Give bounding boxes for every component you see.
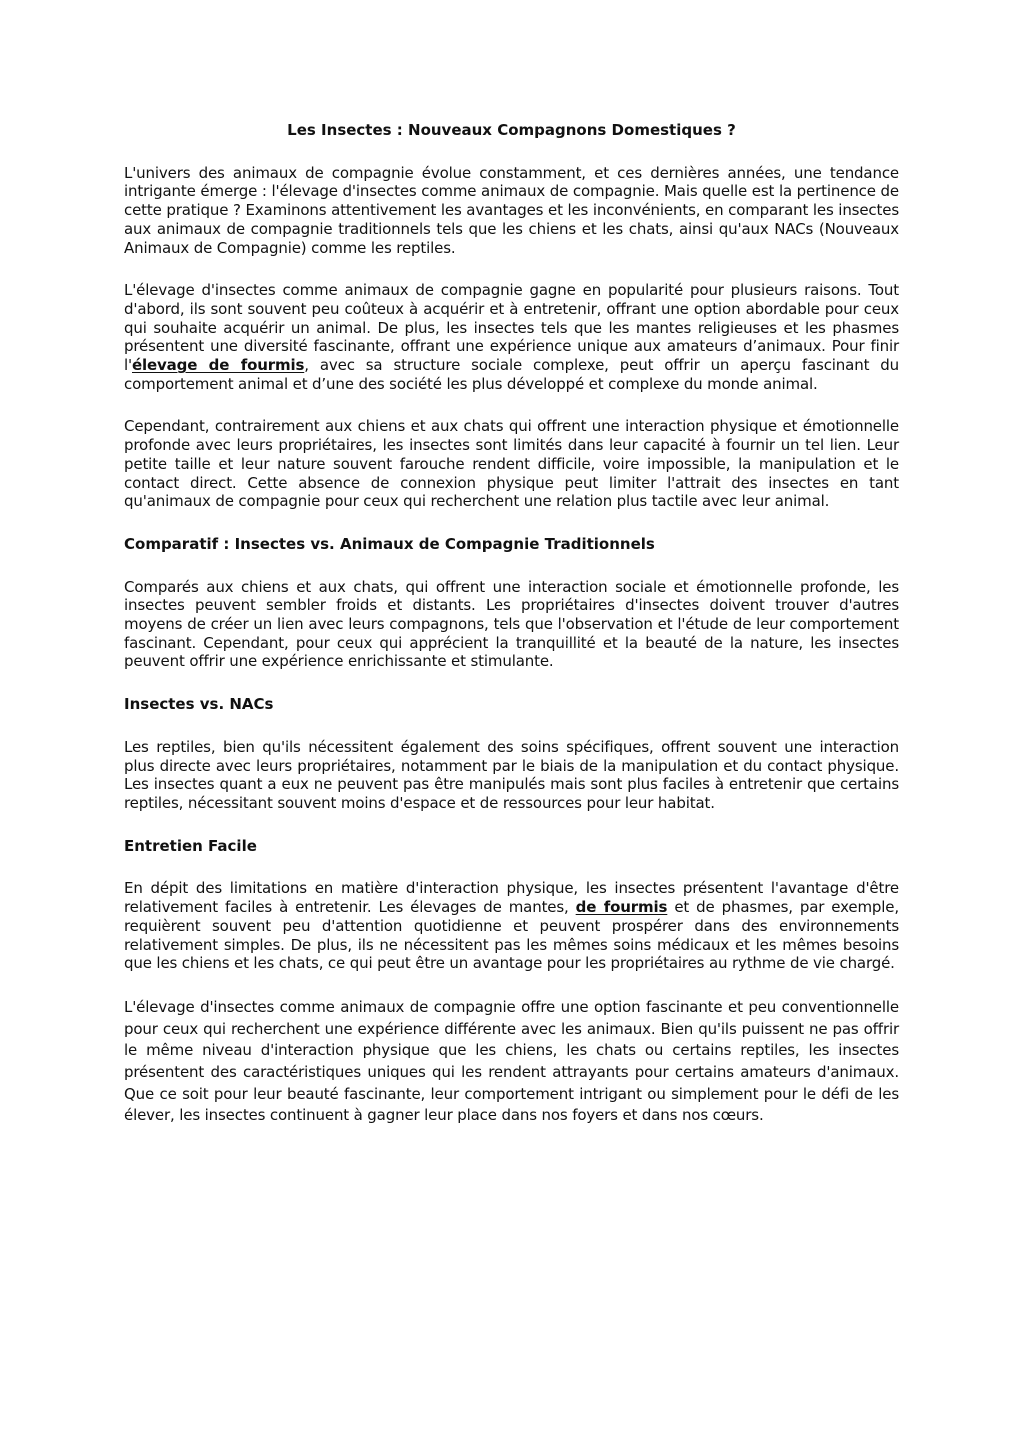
intro-paragraph: L'univers des animaux de compagnie évolue constamment, et ces dernières années, une tendance intrigante émerge : l'élevage d'insectes comme animaux de compagnie. Mais quelle est la pertinence de cette pratique ? Examinons attentivement les avantages et les inconvénients, en comparant les insectes aux animaux de compagnie traditionnels tels que les chiens et les chats, ainsi qu'aux NACs (Nouveaux Animaux de Compagnie) comme les reptiles. bbox=[124, 163, 899, 257]
document-title: Les Insectes : Nouveaux Compagnons Domestiques ? bbox=[287, 121, 736, 139]
document-page bbox=[124, 113, 899, 1151]
entretien-paragraph bbox=[124, 879, 899, 973]
heading-nacs: Insectes vs. NACs bbox=[124, 695, 274, 714]
popularity-text-before: L'élevage d'insectes comme animaux de compagnie gagne en popularité pour plusieurs raisons. Tout d'abord, ils sont souvent peu coûteux à acquérir et à entretenir, offrant une option abordable pour ceux qui souhaite acquérir un animal. De plus, les insectes tels que les mantes religieuses et les phasmes présentent une diversité fascinante, offrant une expérience unique aux amateurs d’animaux. Pour finir l' bbox=[124, 281, 899, 375]
heading-comparatif: Comparatif : Insectes vs. Animaux de Compagnie Traditionnels bbox=[124, 534, 655, 553]
popularity-paragraph bbox=[124, 281, 899, 393]
elevage-fourmis-link[interactable]: élevage de fourmis bbox=[132, 356, 305, 375]
conclusion-paragraph: L'élevage d'insectes comme animaux de compagnie offre une option fascinante et peu conventionnelle pour ceux qui recherchent une expérience différente avec les animaux. Bien qu'ils puissent ne pas offrir le même niveau d'interaction physique que les chiens, les chats ou certains reptiles, les insectes présentent des caractéristiques uniques qui les rendent attrayants pour certains amateurs d'animaux. Que ce soit pour leur beauté fascinante, leur comportement intrigant ou simplement pour le défi de les élever, les insectes continuent à gagner leur place dans nos foyers et dans nos cœurs. bbox=[124, 997, 899, 1125]
comparatif-paragraph: Comparés aux chiens et aux chats, qui offrent une interaction sociale et émotionnelle profonde, les insectes peuvent sembler froids et distants. Les propriétaires d'insectes doivent trouver d'autres moyens de créer un lien avec leurs compagnons, tels que l'observation et l'étude de leur comportement fascinant. Cependant, pour ceux qui apprécient la tranquillité et la beauté de la nature, les insectes peuvent offrir une expérience enrichissante et stimulante. bbox=[124, 577, 899, 671]
popularity-text-after: , avec sa structure sociale complexe, peut offrir un aperçu fascinant du comportement animal et d’une des société les plus développé et complexe du monde animal. bbox=[124, 356, 899, 393]
de-fourmis-link[interactable]: de fourmis bbox=[575, 898, 668, 917]
entretien-text-before: En dépit des limitations en matière d'interaction physique, les insectes présentent l'avantage d'être relativement faciles à entretenir. Les élevages de mantes, bbox=[124, 879, 899, 917]
nacs-paragraph: Les reptiles, bien qu'ils nécessitent également des soins spécifiques, offrent souvent une interaction plus directe avec leurs propriétaires, notamment par le biais de la manipulation et du contact physique. Les insectes quant a eux ne peuvent pas être manipulés mais sont plus faciles à entretenir que certains reptiles, nécessitant souvent moins d'espace et de ressources pour leur habitat. bbox=[124, 737, 899, 812]
entretien-text-after: et de phasmes, par exemple, requièrent souvent peu d'attention quotidienne et peuvent prospérer dans des environnements relativement simples. De plus, ils ne nécessitent pas les mêmes soins médicaux et les mêmes besoins que les chiens et les chats, ce qui peut être un avantage pour les propriétaires au rythme de vie chargé. bbox=[124, 898, 899, 973]
heading-entretien: Entretien Facile bbox=[124, 836, 257, 855]
limits-paragraph: Cependant, contrairement aux chiens et aux chats qui offrent une interaction physique et émotionnelle profonde avec leurs propriétaires, les insectes sont limités dans leur capacité à fournir un tel lien. Leur petite taille et leur nature souvent farouche rendent difficile, voire impossible, la manipulation et le contact direct. Cette absence de connexion physique peut limiter l'attrait des insectes en tant qu'animaux de compagnie pour ceux qui recherchent une relation plus tactile avec leur animal. bbox=[124, 417, 899, 511]
